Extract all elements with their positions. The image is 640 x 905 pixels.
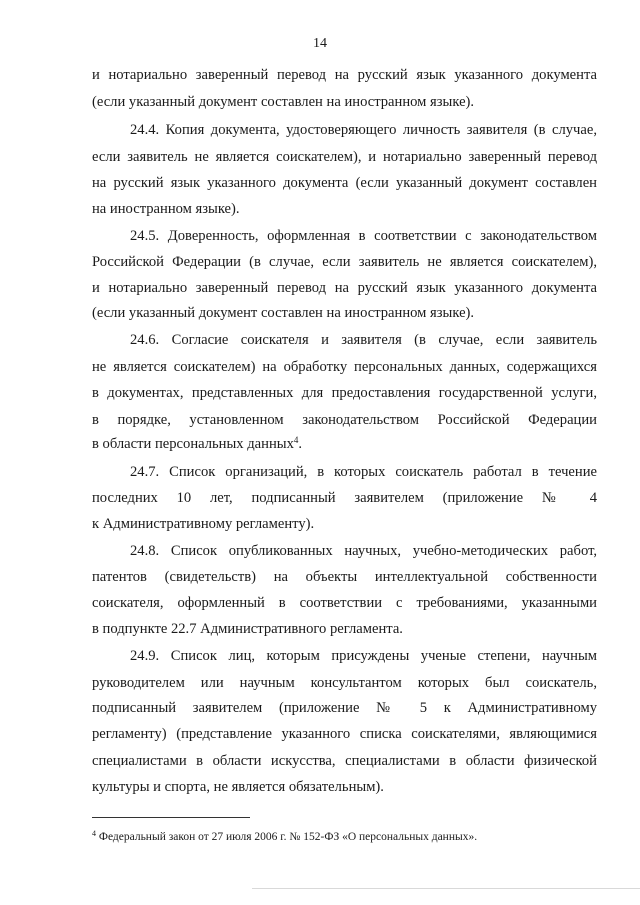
text-line: если заявитель не является соискателем), и нотариально заверенный перевод	[92, 149, 597, 165]
text-line: специалистами в области искусства, специалистами в области физической	[92, 753, 597, 769]
scan-edge-line	[252, 888, 640, 889]
text-line: на иностранном языке).	[92, 201, 240, 217]
text-line: к Административному регламенту).	[92, 516, 315, 532]
paragraph-24-9-start: 24.9. Список лиц, которым присуждены ученые степени, научным	[130, 648, 597, 664]
text-line: в подпункте 22.7 Административного регламента.	[92, 621, 403, 637]
text-line-body: в области персональных данных	[92, 436, 294, 452]
footnote	[92, 829, 477, 845]
text-line: патентов (свидетельств) на объекты интеллектуальной собственности	[92, 569, 597, 585]
text-line: (если указанный документ составлен на иностранном языке).	[92, 94, 475, 110]
text-line: и нотариально заверенный перевод на русский язык указанного документа	[92, 67, 597, 83]
text-line: в порядке, установленном законодательством Российской Федерации	[92, 412, 597, 428]
footnote-text: Федеральный закон от 27 июля 2006 г. № 152-ФЗ «О персональных данных».	[96, 831, 478, 843]
text-line: последних 10 лет, подписанный заявителем (приложение № 4	[92, 490, 597, 506]
text-line: Российской Федерации (в случае, если заявитель не является соискателем),	[92, 254, 597, 270]
footnote-marker: 4	[92, 829, 96, 838]
text-line: в документах, представленных для предоставления государственной услуги,	[92, 385, 597, 401]
text-line: подписанный заявителем (приложение № 5 к Административному	[92, 700, 597, 716]
text-line: (если указанный документ составлен на иностранном языке).	[92, 305, 475, 321]
text-line: на русский язык указанного документа (если указанный документ составлен	[92, 175, 597, 191]
text-line: не является соискателем) на обработку персональных данных, содержащихся	[92, 359, 597, 375]
paragraph-24-4-start: 24.4. Копия документа, удостоверяющего личность заявителя (в случае,	[130, 122, 597, 138]
paragraph-24-8-start: 24.8. Список опубликованных научных, учебно-методических работ,	[130, 543, 597, 559]
text-line: регламенту) (представление указанного списка соискателями, являющимися	[92, 726, 597, 742]
text-line: руководителем или научным консультантом которых был соискатель,	[92, 675, 597, 691]
footnote-reference: 4	[293, 435, 299, 445]
text-line	[92, 433, 302, 455]
text-line: соискателя, оформленный в соответствии с требованиями, указанными	[92, 595, 597, 611]
paragraph-24-6-start: 24.6. Согласие соискателя и заявителя (в случае, если заявитель	[130, 332, 597, 348]
footnote-separator	[92, 817, 250, 818]
page-number: 14	[313, 36, 327, 51]
paragraph-24-5-start: 24.5. Доверенность, оформленная в соответствии с законодательством	[130, 228, 597, 244]
paragraph-24-7-start: 24.7. Список организаций, в которых соискатель работал в течение	[130, 464, 597, 480]
text-line: и нотариально заверенный перевод на русский язык указанного документа	[92, 280, 597, 296]
line-period: .	[298, 436, 303, 452]
text-line: культуры и спорта, не является обязательным).	[92, 779, 384, 795]
